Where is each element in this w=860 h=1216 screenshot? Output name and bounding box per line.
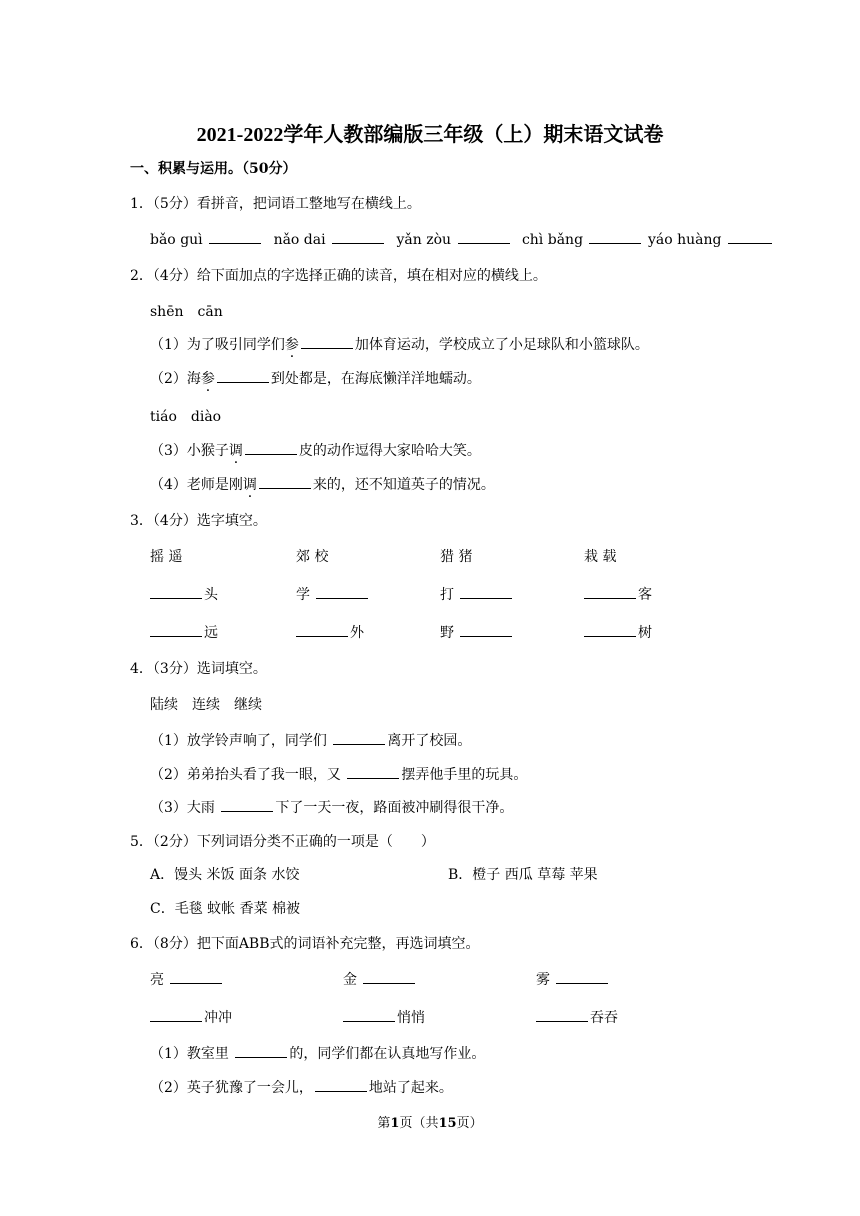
answer-blank[interactable]	[458, 229, 510, 244]
pinyin-options: shēn cān	[150, 304, 223, 320]
sentence	[150, 730, 471, 750]
answer-blank[interactable]	[259, 474, 311, 489]
choice-a[interactable]: A．馒头 米饭 面条 水饺	[150, 867, 300, 883]
page-footer	[0, 1112, 860, 1131]
sentence-text: 皮的动作逗得大家哈哈大笑。	[298, 443, 481, 459]
pinyin-word: nǎo dai	[273, 232, 326, 248]
answer-blank[interactable]	[217, 368, 269, 383]
answer-blank[interactable]	[584, 622, 636, 637]
fill-item	[343, 1007, 425, 1027]
sentence-text: 加体育运动，学校成立了小足球队和小篮球队。	[354, 337, 649, 353]
answer-blank[interactable]	[333, 730, 385, 745]
fill-char: 亮	[150, 972, 164, 988]
sentence-text: （2）英子犹豫了一会儿，	[150, 1080, 313, 1096]
fill-item	[150, 969, 224, 989]
answer-blank[interactable]	[316, 584, 368, 599]
answer-blank[interactable]	[343, 1007, 395, 1022]
fill-item	[536, 1007, 618, 1027]
answer-blank[interactable]	[209, 229, 261, 244]
question-2-stem: 2．（4分）给下面加点的字选择正确的读音，填在相对应的横线上。	[130, 268, 547, 284]
dotted-char: 参	[200, 371, 215, 387]
fill-char: 野	[440, 625, 454, 641]
answer-blank[interactable]	[460, 584, 512, 599]
fill-item	[296, 584, 370, 604]
answer-blank[interactable]	[150, 584, 202, 599]
char-pair: 郊 校	[296, 549, 329, 565]
dotted-char: 调	[242, 477, 257, 493]
question-6-stem: 6．（8分）把下面ABB式的词语补充完整，再选词填空。	[130, 936, 480, 952]
answer-blank[interactable]	[245, 440, 297, 455]
sentence-text: （1）为了吸引同学们	[150, 337, 285, 353]
sentence	[150, 1077, 453, 1097]
sentence-text: 的，同学们都在认真地写作业。	[289, 1046, 486, 1062]
choice-c[interactable]: C．毛毯 蚊帐 香菜 棉被	[150, 901, 301, 917]
pinyin-word: chì bǎng	[521, 232, 584, 248]
answer-blank[interactable]	[363, 969, 415, 984]
fill-char: 冲冲	[204, 1010, 232, 1026]
sentence	[150, 764, 527, 784]
sentence	[150, 334, 649, 354]
sentence-text: 摆弄他手里的玩具。	[401, 767, 528, 783]
choice-b[interactable]: B．橙子 西瓜 草莓 苹果	[448, 867, 598, 883]
question-1-pinyin-row	[150, 229, 774, 248]
fill-item	[150, 622, 218, 642]
fill-char: 学	[296, 587, 310, 603]
fill-char: 雾	[536, 972, 550, 988]
dotted-char: 参	[284, 337, 299, 353]
fill-char: 远	[204, 625, 218, 641]
fill-item	[343, 969, 417, 989]
sentence-text: 下了一天一夜，路面被冲刷得很干净。	[275, 800, 514, 816]
sentence	[150, 440, 481, 460]
fill-item	[536, 969, 610, 989]
fill-char: 头	[204, 587, 218, 603]
fill-char: 树	[638, 625, 652, 641]
fill-char: 外	[350, 625, 364, 641]
answer-blank[interactable]	[301, 334, 353, 349]
fill-item	[584, 584, 652, 604]
footer-text: 第	[377, 1116, 391, 1131]
question-4-stem: 4．（3分）选词填空。	[130, 661, 267, 677]
page-number: 1	[390, 1116, 400, 1131]
sentence-text: 到处都是，在海底懒洋洋地蠕动。	[270, 371, 481, 387]
pinyin-word: yáo huàng	[647, 232, 722, 248]
question-5-stem: 5．（2分）下列词语分类不正确的一项是（ ）	[130, 834, 435, 850]
sentence-text: 来的，还不知道英子的情况。	[312, 477, 495, 493]
answer-blank[interactable]	[296, 622, 348, 637]
fill-char: 悄悄	[397, 1010, 425, 1026]
question-3-stem: 3．（4分）选字填空。	[130, 513, 267, 529]
sentence-text: （1）放学铃声响了，同学们	[150, 733, 327, 749]
answer-blank[interactable]	[347, 764, 399, 779]
page-title: 2021-2022学年人教部编版三年级（上）期末语文试卷	[196, 124, 664, 146]
answer-blank[interactable]	[235, 1043, 287, 1058]
sentence-text: （2）弟弟抬头看了我一眼，又	[150, 767, 341, 783]
sentence	[150, 797, 513, 817]
footer-text: 页（共	[399, 1116, 439, 1131]
char-pair: 摇 遥	[150, 549, 183, 565]
char-pair: 栽 载	[584, 549, 617, 565]
answer-blank[interactable]	[332, 229, 384, 244]
pinyin-word: bǎo guì	[150, 232, 203, 248]
sentence-text: （1）教室里	[150, 1046, 229, 1062]
sentence-text: 离开了校园。	[387, 733, 472, 749]
fill-char: 吞吞	[590, 1010, 618, 1026]
fill-char: 客	[638, 587, 652, 603]
fill-item	[296, 622, 364, 642]
answer-blank[interactable]	[315, 1077, 367, 1092]
sentence-text: （2）海	[150, 371, 201, 387]
answer-blank[interactable]	[589, 229, 641, 244]
fill-item	[440, 622, 514, 642]
sentence-text: （4）老师是刚	[150, 477, 243, 493]
answer-blank[interactable]	[460, 622, 512, 637]
answer-blank[interactable]	[728, 229, 772, 244]
dotted-char: 调	[228, 443, 243, 459]
question-1-stem: 1．（5分）看拼音，把词语工整地写在横线上。	[130, 196, 421, 212]
pinyin-word: yǎn zòu	[396, 232, 452, 248]
answer-blank[interactable]	[221, 797, 273, 812]
answer-blank[interactable]	[584, 584, 636, 599]
fill-item	[150, 1007, 232, 1027]
fill-item	[440, 584, 514, 604]
fill-char: 金	[343, 972, 357, 988]
answer-blank[interactable]	[150, 622, 202, 637]
page-total: 15	[438, 1116, 457, 1131]
section-heading: 一、积累与运用。（50分）	[130, 161, 297, 177]
char-pair: 猎 猪	[440, 549, 473, 565]
fill-item	[584, 622, 652, 642]
pinyin-options: tiáo diào	[150, 409, 222, 425]
answer-blank[interactable]	[556, 969, 608, 984]
sentence	[150, 474, 495, 494]
answer-blank[interactable]	[536, 1007, 588, 1022]
sentence-text: 地站了起来。	[368, 1080, 453, 1096]
answer-blank[interactable]	[150, 1007, 202, 1022]
footer-text: 页）	[456, 1116, 483, 1131]
fill-char: 打	[440, 587, 454, 603]
sentence-text: （3）大雨	[150, 800, 215, 816]
sentence-text: （3）小猴子	[150, 443, 229, 459]
fill-item	[150, 584, 218, 604]
sentence	[150, 1043, 485, 1063]
word-options: 陆续 连续 继续	[150, 697, 262, 713]
sentence	[150, 368, 481, 388]
answer-blank[interactable]	[170, 969, 222, 984]
